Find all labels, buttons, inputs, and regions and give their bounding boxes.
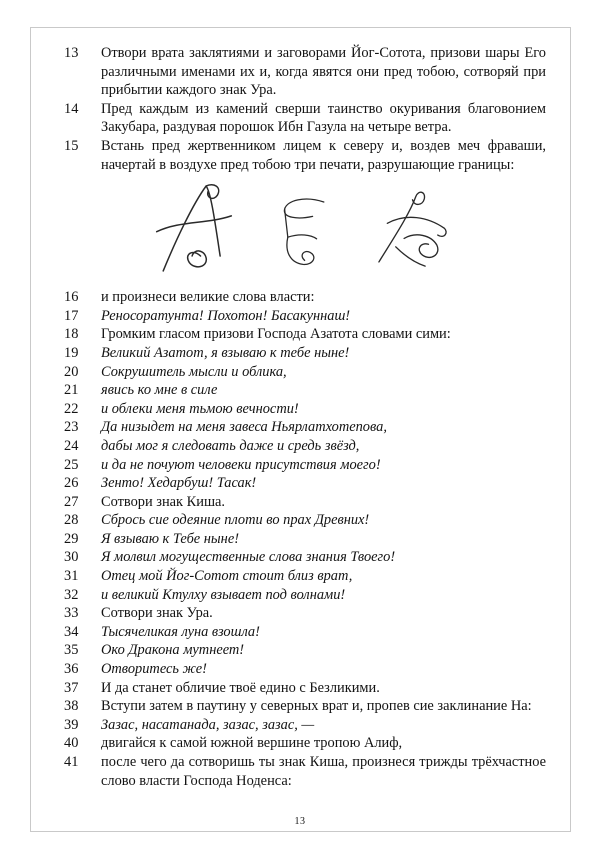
verse-number: 32 <box>64 586 79 603</box>
verse-text: Вступи затем в паутину у северных врат и, пропев сие заклинание На: <box>101 698 532 715</box>
verse-number: 37 <box>64 679 79 696</box>
verse-text: Око Дракона мутнеет! <box>101 642 245 659</box>
verse-row <box>64 381 546 400</box>
verse-text: Тысячеликая луна взошла! <box>101 623 260 640</box>
verse-number: 17 <box>64 307 79 324</box>
verse-text: Сбрось сие одеяние плоти во прах Древних! <box>101 512 370 529</box>
page-number: 13 <box>294 816 306 827</box>
seal-one-icon <box>152 180 236 276</box>
seal-three-drawing <box>362 188 458 272</box>
verse-row <box>64 641 546 660</box>
verse-row <box>64 288 546 307</box>
verse-text: и великий Ктулху взывает под волнами! <box>101 586 346 603</box>
verse-text: И да станет обличие твоё едино с Безликими. <box>101 679 380 696</box>
verse-number: 18 <box>64 326 79 343</box>
three-seals-figure <box>64 180 546 280</box>
verse-text: и облеки меня тьмою вечности! <box>101 400 299 417</box>
verse-row <box>64 44 546 100</box>
verse-row <box>64 307 546 326</box>
verse-row <box>64 137 546 174</box>
verse-text: Громким гласом призови Господа Азатота словами сими: <box>101 326 451 343</box>
verse-row <box>64 548 546 567</box>
verse-row <box>64 456 546 475</box>
verse-number: 20 <box>64 363 79 380</box>
seal-two-drawing <box>262 194 336 274</box>
verse-row <box>64 623 546 642</box>
verse-row <box>64 604 546 623</box>
verse-number: 30 <box>64 549 79 566</box>
verse-number: 38 <box>64 698 79 715</box>
verse-number: 36 <box>64 661 79 678</box>
verse-row <box>64 344 546 363</box>
verse-row <box>64 493 546 512</box>
verse-row <box>64 437 546 456</box>
verse-text: Пред каждым из камений сверши таинство окуривания благовонием Закубара, раздувая порошок Ибн Газула на четыре ветра. <box>101 100 546 136</box>
seal-one-drawing <box>152 180 236 276</box>
verse-row <box>64 660 546 679</box>
verse-text: Сотвори знак Киша. <box>101 493 226 510</box>
verse-row <box>64 325 546 344</box>
verses-top-block <box>64 44 546 174</box>
verse-row <box>64 753 546 790</box>
verse-row <box>64 567 546 586</box>
verse-row <box>64 679 546 698</box>
verse-number: 28 <box>64 512 79 529</box>
verse-text: и произнеси великие слова власти: <box>101 289 315 306</box>
seal-three-icon <box>362 188 458 272</box>
seal-two-icon <box>262 194 336 274</box>
verse-text: Отвори врата заклятиями и заговорами Йог-Сотота, призови шары Его различными именами их и, когда явятся они пред тобою, сотворяй при прибытии каждого знак Ура. <box>101 45 546 99</box>
verse-text: Я взываю к Тебе ныне! <box>101 530 239 547</box>
verse-row <box>64 530 546 549</box>
verse-number: 16 <box>64 289 79 306</box>
verse-row <box>64 586 546 605</box>
verse-number: 13 <box>64 45 79 61</box>
verse-row <box>64 511 546 530</box>
verse-number: 40 <box>64 735 79 752</box>
verse-text: Отворитесь же! <box>101 661 207 678</box>
verse-number: 25 <box>64 456 79 473</box>
verse-row <box>64 400 546 419</box>
verse-number: 23 <box>64 419 79 436</box>
verse-number: 14 <box>64 100 79 117</box>
verse-text: и да не почуют человеки присутствия моего! <box>101 456 381 473</box>
verse-row <box>64 418 546 437</box>
verse-text: явись ко мне в силе <box>101 382 218 399</box>
verse-text: Встань пред жертвенником лицем к северу и, воздев меч фраваши, начертай в воздухе пред тобою три печати, разрушающие границы: <box>101 137 546 173</box>
verses-bottom-block <box>64 288 546 790</box>
verse-number: 21 <box>64 382 79 399</box>
verse-number: 15 <box>64 137 79 154</box>
verse-text: Зенто! Хедарбуш! Тасак! <box>101 475 257 492</box>
verse-number: 34 <box>64 623 79 640</box>
verse-text: Реносоратунта! Похотон! Басакуннаш! <box>101 307 351 324</box>
verse-row <box>64 474 546 493</box>
verse-text: Сотвори знак Ура. <box>101 605 213 622</box>
verse-number: 19 <box>64 344 79 361</box>
verse-number: 35 <box>64 642 79 659</box>
verse-row <box>64 100 546 137</box>
verse-number: 24 <box>64 437 79 454</box>
verse-number: 33 <box>64 605 79 622</box>
verse-number: 22 <box>64 400 79 417</box>
verse-number: 39 <box>64 716 79 733</box>
verse-row <box>64 716 546 735</box>
verse-text: дабы мог я следовать даже и средь звёзд, <box>101 437 360 454</box>
verse-text: Сокрушитель мысли и облика, <box>101 363 287 380</box>
verse-row <box>64 734 546 753</box>
verse-number: 31 <box>64 568 79 585</box>
verse-text: Великий Азатот, я взываю к тебе ныне! <box>101 344 350 361</box>
verse-number: 29 <box>64 530 79 547</box>
verse-number: 27 <box>64 493 79 510</box>
verse-text: Отец мой Йог-Сотот стоит близ врат, <box>101 568 353 585</box>
verse-text: Да низыдет на меня завеса Ньярлатхотепова, <box>101 419 387 436</box>
verse-row <box>64 697 546 716</box>
verse-text: двигайся к самой южной вершине тропою Алиф, <box>101 735 403 752</box>
verse-number: 41 <box>64 754 79 770</box>
verse-row <box>64 363 546 382</box>
verse-text: Зазас, насатанада, зазас, зазас, — <box>101 716 315 733</box>
verse-number: 26 <box>64 475 79 492</box>
verse-text: после чего да сотворишь ты знак Киша, произнеся трижды трёхчастное слово власти Господа Ноденса: <box>101 754 546 789</box>
page-body <box>64 44 546 790</box>
verse-text: Я молвил могущественные слова знания Твоего! <box>101 549 396 566</box>
